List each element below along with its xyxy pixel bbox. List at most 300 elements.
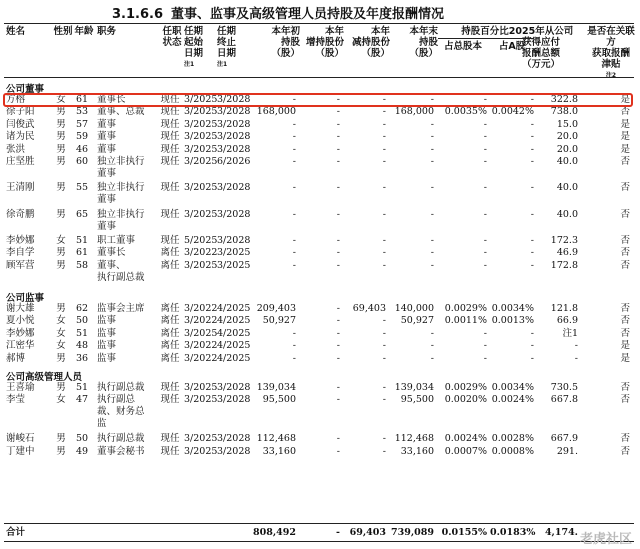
start-date: 3/2022 [184,303,218,314]
related-party: 是 [620,94,630,105]
header-line: （股） [315,48,344,59]
pct-a: - [530,327,534,339]
name: 夏小悦 [6,315,35,327]
pct-total: - [483,259,487,271]
header-line: 获取报酬 [591,48,630,59]
shares-decrease: - [382,156,386,167]
shares-increase: - [336,208,340,220]
group-title: 公司董事 [6,84,45,95]
shares-increase: - [336,143,340,155]
pct-total: - [483,118,487,130]
status: 现任 [160,143,180,155]
group-title: 公司监事 [6,293,45,304]
pct-a: - [530,259,534,271]
remuneration: 40.0 [556,156,578,167]
header-line: 注1 [184,61,195,68]
position [97,182,157,206]
pct-a: 0.0028% [491,433,534,445]
end-date: 3/2028 [217,94,251,105]
age: 51 [75,234,89,246]
header-decrease [342,26,390,59]
shares-decrease: - [382,327,386,339]
header-pct-group: 持股百分比 [461,26,509,37]
end-shares: - [430,247,434,259]
remuneration: 40.0 [556,208,578,220]
shares-decrease: - [382,143,386,155]
header-line: 持股 [280,37,300,48]
pct-a: - [530,143,534,155]
header-line: 获得应付 [521,37,560,48]
shares-increase: - [336,303,340,314]
pct-a: 0.0034% [491,303,534,314]
remuneration: 730.5 [550,382,578,393]
position: 董事长 [97,247,126,259]
header-line: 增持股份 [305,37,344,48]
pct-a: 0.0024% [491,394,534,406]
begin-shares: - [292,143,296,155]
end-date: 3/2028 [217,394,251,406]
start-date: 3/2025 [184,382,218,393]
header-line: 状态 [162,37,182,48]
end-date: 3/2028 [217,143,251,155]
age: 50 [75,433,89,445]
header-line: 注2 [605,72,617,79]
age: 51 [75,327,89,339]
related-party: 否 [620,182,630,194]
header-end-shares [388,26,438,59]
begin-shares: - [292,118,296,130]
start-date: 3/2025 [184,118,218,130]
status: 现任 [160,182,180,194]
position [97,156,157,180]
related-party: 否 [620,259,630,271]
header-line: 本年 [370,26,390,37]
begin-shares: 139,034 [256,382,296,393]
end-shares: 168,000 [394,106,434,118]
total-remuneration: 4,174. [544,527,578,538]
shares-increase: - [336,394,340,406]
remuneration: - [574,340,578,352]
status: 现任 [160,106,180,118]
end-date: 3/2028 [217,445,251,457]
total-end-shares: 739,089 [391,527,434,538]
gender: 女 [56,315,66,327]
name: 顾军营 [6,259,35,271]
gender: 男 [56,303,66,314]
status: 现任 [160,234,180,246]
age: 48 [75,340,89,352]
header-line: 日期 [217,48,237,59]
pct-total: 0.0007% [444,445,487,457]
pct-total: - [483,352,487,364]
gender: 男 [56,143,66,155]
begin-shares: - [292,156,296,167]
cell-line: 独立非执行 [97,208,145,220]
name: 王喜瑜 [6,382,35,393]
header-line: 2025年从公司 [508,26,574,37]
start-date: 3/2025 [184,106,218,118]
gender: 女 [56,327,66,339]
related-party: 否 [620,327,630,339]
remuneration: 667.9 [550,433,578,445]
age: 53 [75,106,89,118]
age: 47 [75,394,89,406]
cell-line: 监 [97,418,107,430]
name: 诸为民 [6,131,35,143]
status: 离任 [160,327,180,339]
remuneration: 46.9 [556,247,578,259]
position [97,260,157,284]
end-shares: 33,160 [400,445,434,457]
related-party: 否 [620,445,630,457]
cell-line: 董事 [97,168,117,179]
position: 监事会主席 [97,303,145,314]
total-increase: - [336,527,340,538]
related-party: 否 [620,303,630,314]
header-line: 本年末 [409,26,438,37]
header-line: 终止 [217,37,237,48]
end-date: 4/2025 [217,340,251,352]
shares-decrease: - [382,182,386,194]
pct-a: - [530,94,534,105]
start-date: 3/2025 [184,94,218,105]
end-date: 3/2028 [217,208,251,220]
gender: 男 [56,382,66,393]
gender: 男 [56,352,66,364]
start-date: 3/2025 [184,394,218,406]
age: 51 [75,382,89,393]
shares-decrease: - [382,234,386,246]
header-line: （股） [409,48,438,59]
end-shares: - [430,352,434,364]
header-pct-total: 占总股本 [443,41,482,52]
shares-decrease: - [382,382,386,393]
status: 现任 [160,131,180,143]
end-date: 3/2025 [217,259,251,271]
related-party: 是 [620,131,630,143]
pct-a: - [530,247,534,259]
shares-increase: - [336,94,340,105]
begin-shares: - [292,94,296,105]
watermark: 老虎社区 [579,532,632,547]
age: 61 [75,94,89,105]
age: 58 [75,259,89,271]
end-shares: - [430,340,434,352]
start-date: 5/2025 [184,234,218,246]
gender: 女 [56,234,66,246]
remuneration: 291. [556,445,578,457]
shares-increase: - [336,106,340,118]
age: 57 [75,118,89,130]
cell-line: 独立非执行 [97,182,145,194]
shares-decrease: - [382,315,386,327]
shares-decrease: - [382,118,386,130]
pct-a: 0.0034% [491,382,534,393]
age: 49 [75,445,89,457]
shares-increase: - [336,340,340,352]
total-begin-shares: 808,492 [253,527,296,538]
shares-increase: - [336,433,340,445]
related-party: 否 [620,382,630,393]
gender: 男 [56,208,66,220]
shares-decrease: - [382,106,386,118]
end-date: 3/2028 [217,382,251,393]
status: 离任 [160,352,180,364]
header-line: 性别 [53,26,73,37]
gender: 男 [56,182,66,194]
age: 59 [75,131,89,143]
age: 61 [75,247,89,259]
pct-total: - [483,340,487,352]
age: 62 [75,303,89,314]
name: 郝博 [6,352,26,364]
shares-increase: - [336,247,340,259]
header-line: 起始 [184,37,204,48]
pct-a: - [530,131,534,143]
header-position [97,26,161,37]
pct-total: - [483,131,487,143]
name: 李莹 [6,394,26,406]
shares-decrease: - [382,340,386,352]
shares-increase: - [336,352,340,364]
position: 监事 [97,315,117,327]
start-date: 3/2022 [184,247,218,259]
section-number: 3.1.6.6 [112,7,163,22]
header-line: 持股 [418,37,438,48]
status: 现任 [160,394,180,406]
shares-increase: - [336,118,340,130]
status: 现任 [160,118,180,130]
start-date: 3/2025 [184,433,218,445]
end-shares: - [430,156,434,167]
table-rule [4,541,634,542]
pct-total: 0.0035% [444,106,487,118]
position: 董事长 [97,94,126,105]
related-party: 否 [620,433,630,445]
name: 张洪 [6,143,26,155]
name: 徐子阳 [6,106,35,118]
position: 董事 [97,143,117,155]
pct-rule [438,38,534,39]
start-date: 3/2025 [184,156,218,167]
header-begin-shares [252,26,300,59]
name: 方榕 [6,94,26,105]
gender: 男 [56,259,66,271]
pct-a: - [530,340,534,352]
pct-total: - [483,143,487,155]
shares-increase: - [336,234,340,246]
begin-shares: 95,500 [262,394,296,406]
start-date: 3/2025 [184,259,218,271]
table-rule [4,523,634,524]
end-shares: 140,000 [394,303,434,314]
header-line: 姓名 [6,26,26,37]
pct-a: - [530,156,534,167]
header-line: 是否在关联方 [587,26,635,48]
header-status [158,26,186,48]
end-shares: 112,468 [394,433,434,445]
shares-increase: - [336,131,340,143]
header-line: 本年 [324,26,344,37]
pct-total: 0.0020% [444,394,487,406]
status: 现任 [160,94,180,105]
age: 60 [75,156,89,167]
remuneration: 40.0 [556,182,578,194]
pct-a: - [530,352,534,364]
cell-line: 董事 [97,194,117,206]
header-line: 报酬总额 [521,48,560,59]
start-date: 3/2025 [184,182,218,194]
end-shares: 139,034 [394,382,434,393]
pct-a: 0.0013% [491,315,534,327]
total-decrease: 69,403 [349,527,386,538]
begin-shares: - [292,234,296,246]
shares-decrease: - [382,352,386,364]
end-shares: 95,500 [400,394,434,406]
pct-total: 0.0024% [444,433,487,445]
header-line: 日期 [184,48,204,59]
position: 执行副总裁 [97,433,145,445]
pct-a: 0.0008% [491,445,534,457]
related-party: 否 [620,156,630,167]
related-party: 否 [620,394,630,406]
related-party: 否 [620,315,630,327]
position: 监事 [97,352,117,364]
pct-a: - [530,208,534,220]
end-date: 3/2028 [217,131,251,143]
gender: 男 [56,445,66,457]
start-date: 3/2025 [184,327,218,339]
gender: 男 [56,156,66,167]
related-party: 是 [620,340,630,352]
pct-total: 0.0011% [444,315,487,327]
section-heading: 董事、监事及高级管理人员持股及年度报酬情况 [171,7,445,22]
shares-decrease: - [382,208,386,220]
gender: 男 [56,118,66,130]
table-rule [4,23,634,24]
status: 现任 [160,445,180,457]
header-line: （股） [271,48,300,59]
remuneration: 322.8 [550,94,578,105]
name: 谢大雄 [6,303,35,314]
group-title: 公司高级管理人员 [6,372,83,383]
pct-a: - [530,234,534,246]
related-party: 否 [620,208,630,220]
pct-total: - [483,156,487,167]
total-pct-a: 0.0183% [490,527,536,538]
begin-shares: - [292,259,296,271]
shares-increase: - [336,182,340,194]
remuneration: 15.0 [556,118,578,130]
position: 监事 [97,340,117,352]
name: 徐奇鹏 [6,208,35,220]
start-date: 3/2025 [184,131,218,143]
related-party: 否 [620,106,630,118]
remuneration: 66.9 [556,315,578,327]
name: 李妙娜 [6,327,35,339]
gender: 男 [56,106,66,118]
shares-decrease: - [382,247,386,259]
position: 董事、总裁 [97,106,145,118]
total-label: 合计 [6,527,26,538]
name: 闫俊武 [6,118,35,130]
shares-increase: - [336,327,340,339]
remuneration: 121.8 [550,303,578,314]
cell-line: 执行副总裁 [97,271,145,283]
remuneration: 738.0 [550,106,578,118]
pct-total: 0.0029% [444,382,487,393]
shares-decrease: - [382,131,386,143]
shares-increase: - [336,445,340,457]
pct-total: - [483,247,487,259]
position: 董事会秘书 [97,445,145,457]
gender: 男 [56,247,66,259]
begin-shares: 112,468 [256,433,296,445]
pct-total: - [483,94,487,105]
header-line: 津贴 [601,59,621,70]
position: 董事 [97,131,117,143]
end-date: 6/2026 [217,156,251,167]
begin-shares: 50,927 [262,315,296,327]
end-shares: - [430,131,434,143]
highlight-box [3,93,633,107]
gender: 女 [56,394,66,406]
start-date: 3/2022 [184,315,218,327]
gender: 男 [56,433,66,445]
header-pct-a: 占A股 [498,41,526,52]
gender: 女 [56,94,66,105]
start-date: 3/2022 [184,352,218,364]
age: 46 [75,143,89,155]
begin-shares: 209,403 [256,303,296,314]
start-date: 3/2025 [184,208,218,220]
pct-a: 0.0042% [491,106,534,118]
end-date: 3/2028 [217,118,251,130]
remuneration: 667.8 [550,394,578,406]
shares-increase: - [336,259,340,271]
related-party: 是 [620,118,630,130]
pct-total: 0.0029% [444,303,487,314]
header-line: （股） [361,48,390,59]
total-pct-total: 0.0155% [441,527,487,538]
pct-total: - [483,327,487,339]
pct-total: - [483,182,487,194]
end-date: 3/2028 [217,433,251,445]
related-party: 是 [620,352,630,364]
shares-increase: - [336,315,340,327]
end-shares: - [430,182,434,194]
begin-shares: - [292,208,296,220]
pct-a: - [530,118,534,130]
position: 职工董事 [97,234,136,246]
status: 离任 [160,303,180,314]
header-increase [300,26,344,59]
cell-line: 裁、财务总 [97,406,145,418]
begin-shares: - [292,340,296,352]
position: 执行副总裁 [97,382,145,393]
shares-increase: - [336,156,340,167]
end-date: 4/2025 [217,327,251,339]
header-age [72,26,96,37]
position [97,394,157,430]
name: 李妙娜 [6,234,35,246]
status: 离任 [160,247,180,259]
end-date: 3/2028 [217,182,251,194]
header-name [6,26,54,37]
gender: 女 [56,340,66,352]
age: 50 [75,315,89,327]
end-shares: - [430,259,434,271]
